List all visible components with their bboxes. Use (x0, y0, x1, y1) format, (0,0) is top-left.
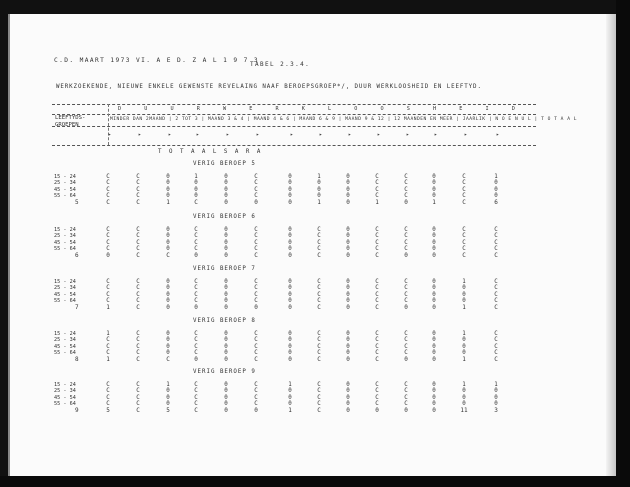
cell-group: C C C C (404, 279, 408, 304)
section-label: VERIG BEROEP 5 (193, 161, 256, 167)
section-label: VERIG BEROEP 7 (193, 266, 256, 272)
cell-group: C C C C (317, 227, 321, 252)
cell-group: C C C C (136, 331, 140, 356)
scanner-background-bottom (0, 476, 630, 487)
cell-group: C C C C (317, 331, 321, 356)
total-cell: 0 (288, 356, 292, 363)
cell-group: 1 C C C (106, 331, 110, 356)
column-arrow-1: ▸ (108, 132, 112, 138)
total-cell: C (317, 252, 321, 259)
column-arrow-5: ▸ (226, 132, 230, 138)
cell-group: C C C C (106, 227, 110, 252)
cell-group: 0 0 0 0 (288, 174, 292, 199)
cell-group: C C C C (254, 382, 258, 407)
total-cell: 6 (494, 199, 498, 206)
column-arrow-11: ▸ (406, 132, 410, 138)
column-arrow-14: ▸ (496, 132, 500, 138)
total-cell: 1 (375, 199, 379, 206)
total-cell: 0 (346, 304, 350, 311)
total-cell: C (136, 356, 140, 363)
total-cell: 11 (460, 407, 468, 414)
cell-group: 1 0 0 0 (194, 174, 198, 199)
cell-group: 1 0 0 0 (166, 382, 170, 407)
total-cell: C (375, 252, 379, 259)
cell-group: C C C C (404, 227, 408, 252)
cell-group: C C C C (404, 174, 408, 199)
total-cell: C (494, 356, 498, 363)
cell-group: 0 0 0 0 (166, 174, 170, 199)
column-arrow-10: ▸ (377, 132, 381, 138)
cell-group: C C C C (375, 174, 379, 199)
total-cell: 0 (106, 252, 110, 259)
total-row-label: 8 (75, 356, 79, 363)
section-label: VERIG BEROEP 9 (193, 369, 256, 375)
arrows-rule (52, 145, 536, 146)
cell-group: 0 0 0 0 (166, 279, 170, 304)
total-cell: C (136, 304, 140, 311)
document-id-line: C.D. MAART 1973 VI. A E D. Z A L 1 9 7 3 (54, 57, 260, 64)
age-group-labels: 15 - 24 25 - 34 45 - 54 55 - 64 (54, 382, 76, 407)
total-cell: C (494, 252, 498, 259)
cell-group: C C C C (317, 279, 321, 304)
total-cell: 5 (106, 407, 110, 414)
total-cell: C (254, 252, 258, 259)
total-cell: C (166, 252, 170, 259)
cell-group: C C C C (375, 382, 379, 407)
age-group-labels: 15 - 24 25 - 34 45 - 54 55 - 64 (54, 331, 76, 356)
age-group-labels: 15 - 24 25 - 34 45 - 54 55 - 64 (54, 227, 76, 252)
total-cell: 0 (404, 356, 408, 363)
total-cell: C (317, 356, 321, 363)
total-row-label: 5 (75, 199, 79, 206)
total-cell: 0 (254, 304, 258, 311)
total-cell: 0 (432, 252, 436, 259)
cell-group: 0 0 0 0 (346, 174, 350, 199)
cell-group: C C C C (494, 279, 498, 304)
cell-group: 0 0 0 0 (224, 227, 228, 252)
total-cell: 0 (288, 304, 292, 311)
total-cell: C (166, 356, 170, 363)
total-cell: 0 (194, 252, 198, 259)
column-arrow-9: ▸ (348, 132, 352, 138)
total-cell: 0 (288, 252, 292, 259)
total-cell: 1 (106, 304, 110, 311)
total-cell: 1 (462, 356, 466, 363)
cell-group: 0 0 0 0 (224, 382, 228, 407)
total-cell: 0 (194, 304, 198, 311)
cell-group: C C C C (106, 279, 110, 304)
cell-group: 0 0 0 0 (346, 331, 350, 356)
cell-group: 0 0 0 0 (346, 382, 350, 407)
total-cell: 0 (346, 407, 350, 414)
total-cell: 0 (254, 407, 258, 414)
cell-group: C C C C (136, 279, 140, 304)
total-cell: 0 (224, 199, 228, 206)
total-cell: C (462, 199, 466, 206)
cell-group: 0 0 0 0 (224, 331, 228, 356)
cell-group: 0 0 0 0 (346, 279, 350, 304)
cell-group: 0 0 0 0 (288, 331, 292, 356)
cell-group: 0 0 0 0 (288, 279, 292, 304)
cell-group: 0 0 0 0 (346, 227, 350, 252)
age-group-labels: 15 - 24 25 - 34 45 - 54 55 - 64 (54, 279, 76, 304)
cell-group: C C C C (254, 331, 258, 356)
cell-group: C C C C (494, 331, 498, 356)
cell-group: 0 0 0 0 (432, 382, 436, 407)
cell-group: 1 0 0 0 (288, 382, 292, 407)
cell-group: C C C C (404, 331, 408, 356)
total-cell: C (317, 304, 321, 311)
group-header: D U U R W E R K L O O S H E I D (118, 106, 525, 112)
column-arrow-3: ▸ (168, 132, 172, 138)
total-cell: 5 (166, 407, 170, 414)
cell-group: 1 0 0 0 (317, 174, 321, 199)
section-label: VERIG BEROEP 6 (193, 214, 256, 220)
cell-group: 0 0 0 0 (166, 331, 170, 356)
cell-group: 0 0 0 0 (224, 174, 228, 199)
row-header-label: LEEFTYDS- GROEPEN (55, 115, 86, 128)
total-cell: C (375, 356, 379, 363)
scanner-background-right (616, 0, 630, 487)
column-arrow-6: ▸ (256, 132, 260, 138)
cell-group: C C C C (254, 279, 258, 304)
total-cell: C (375, 304, 379, 311)
total-row-label: 9 (75, 407, 79, 414)
section-label: VERIG BEROEP 8 (193, 318, 256, 324)
total-cell: 0 (224, 407, 228, 414)
total-cell: 3 (494, 407, 498, 414)
total-cell: C (254, 356, 258, 363)
total-cell: 0 (166, 304, 170, 311)
total-section-label: T O T A A L S A R A (158, 149, 263, 155)
total-cell: 0 (346, 199, 350, 206)
total-cell: 1 (462, 304, 466, 311)
total-cell: C (462, 252, 466, 259)
cell-group: C C C C (194, 227, 198, 252)
cell-group: 0 0 0 0 (432, 174, 436, 199)
cell-group: 1 0 0 0 (494, 174, 498, 199)
total-cell: 0 (404, 199, 408, 206)
column-arrow-12: ▸ (434, 132, 438, 138)
cell-group: C C C C (106, 174, 110, 199)
total-cell: 0 (224, 252, 228, 259)
column-arrow-13: ▸ (464, 132, 468, 138)
cell-group: 0 0 0 0 (432, 331, 436, 356)
cell-group: C C C C (136, 174, 140, 199)
cell-group: C C C C (375, 331, 379, 356)
total-cell: C (194, 199, 198, 206)
age-group-labels: 15 - 24 25 - 34 45 - 54 55 - 64 (54, 174, 76, 199)
total-cell: 0 (254, 199, 258, 206)
total-cell: C (106, 199, 110, 206)
table-title: WERKZOEKENDE, NIEUWE ENKELE GEWENSTE REVELAING NAAF BEROEPSGROEP*/, DUUR WERKLOOSHEID EN LEEFTYD. (56, 84, 482, 90)
cell-group: 0 0 0 0 (288, 227, 292, 252)
total-cell: 0 (375, 407, 379, 414)
cell-group: C C C C (136, 227, 140, 252)
total-cell: 1 (317, 199, 321, 206)
column-arrow-7: ▸ (290, 132, 294, 138)
cell-group: C C C C (194, 331, 198, 356)
total-cell: 0 (404, 304, 408, 311)
header-rule-mid (52, 114, 536, 115)
total-cell: 1 (432, 199, 436, 206)
total-row-label: 7 (75, 304, 79, 311)
total-cell: C (194, 407, 198, 414)
header-rule-bottom (52, 126, 536, 127)
cell-group: C C C C (317, 382, 321, 407)
cell-group: 1 0 0 0 (462, 279, 466, 304)
total-cell: 0 (194, 356, 198, 363)
total-cell: 0 (346, 356, 350, 363)
cell-group: 0 0 0 0 (432, 279, 436, 304)
cell-group: C C C C (404, 382, 408, 407)
total-cell: C (136, 407, 140, 414)
cell-group: C C C C (254, 174, 258, 199)
cell-group: 0 0 0 0 (432, 227, 436, 252)
total-cell: 0 (404, 252, 408, 259)
column-arrow-8: ▸ (319, 132, 323, 138)
column-headers: MINDER DAN 2MAAND | 2 TOT 3 | MAAND 3 & 4 | MAAND 4 & 6 | MAAND 6 & 9 | MAAND 9 & 12 | 12 MAANDEN EN MEER | JAARLIK | N O E N U L | T O T A A L (110, 117, 577, 122)
cell-group: C C C C (194, 279, 198, 304)
cell-group: C C C C (375, 279, 379, 304)
cell-group: C C C C (462, 227, 466, 252)
total-cell: 0 (432, 304, 436, 311)
total-cell: C (317, 407, 321, 414)
cell-group: 1 0 0 0 (462, 331, 466, 356)
cell-group: C C C C (375, 227, 379, 252)
total-cell: 0 (224, 356, 228, 363)
cell-group: 0 0 0 0 (166, 227, 170, 252)
total-cell: C (494, 304, 498, 311)
total-cell: 0 (404, 407, 408, 414)
total-cell: C (136, 199, 140, 206)
column-arrow-2: ▸ (138, 132, 142, 138)
cell-group: C C C C (494, 227, 498, 252)
total-cell: 0 (432, 356, 436, 363)
total-cell: 0 (346, 252, 350, 259)
cell-group: C C C C (136, 382, 140, 407)
cell-group: C C C C (106, 382, 110, 407)
total-cell: 0 (432, 407, 436, 414)
total-cell: C (136, 252, 140, 259)
total-cell: 1 (288, 407, 292, 414)
column-arrow-4: ▸ (196, 132, 200, 138)
total-cell: 1 (166, 199, 170, 206)
header-rule-top (52, 104, 536, 105)
cell-group: C C C C (462, 174, 466, 199)
row-header-divider (108, 104, 112, 145)
cell-group: 1 0 0 0 (494, 382, 498, 407)
cell-group: 1 0 0 0 (462, 382, 466, 407)
table-number: TABEL 2.3.4. (250, 61, 311, 68)
cell-group: C C C C (194, 382, 198, 407)
cell-group: C C C C (254, 227, 258, 252)
total-row-label: 6 (75, 252, 79, 259)
total-cell: 0 (288, 199, 292, 206)
cell-group: 0 0 0 0 (224, 279, 228, 304)
total-cell: 1 (106, 356, 110, 363)
total-cell: 0 (224, 304, 228, 311)
